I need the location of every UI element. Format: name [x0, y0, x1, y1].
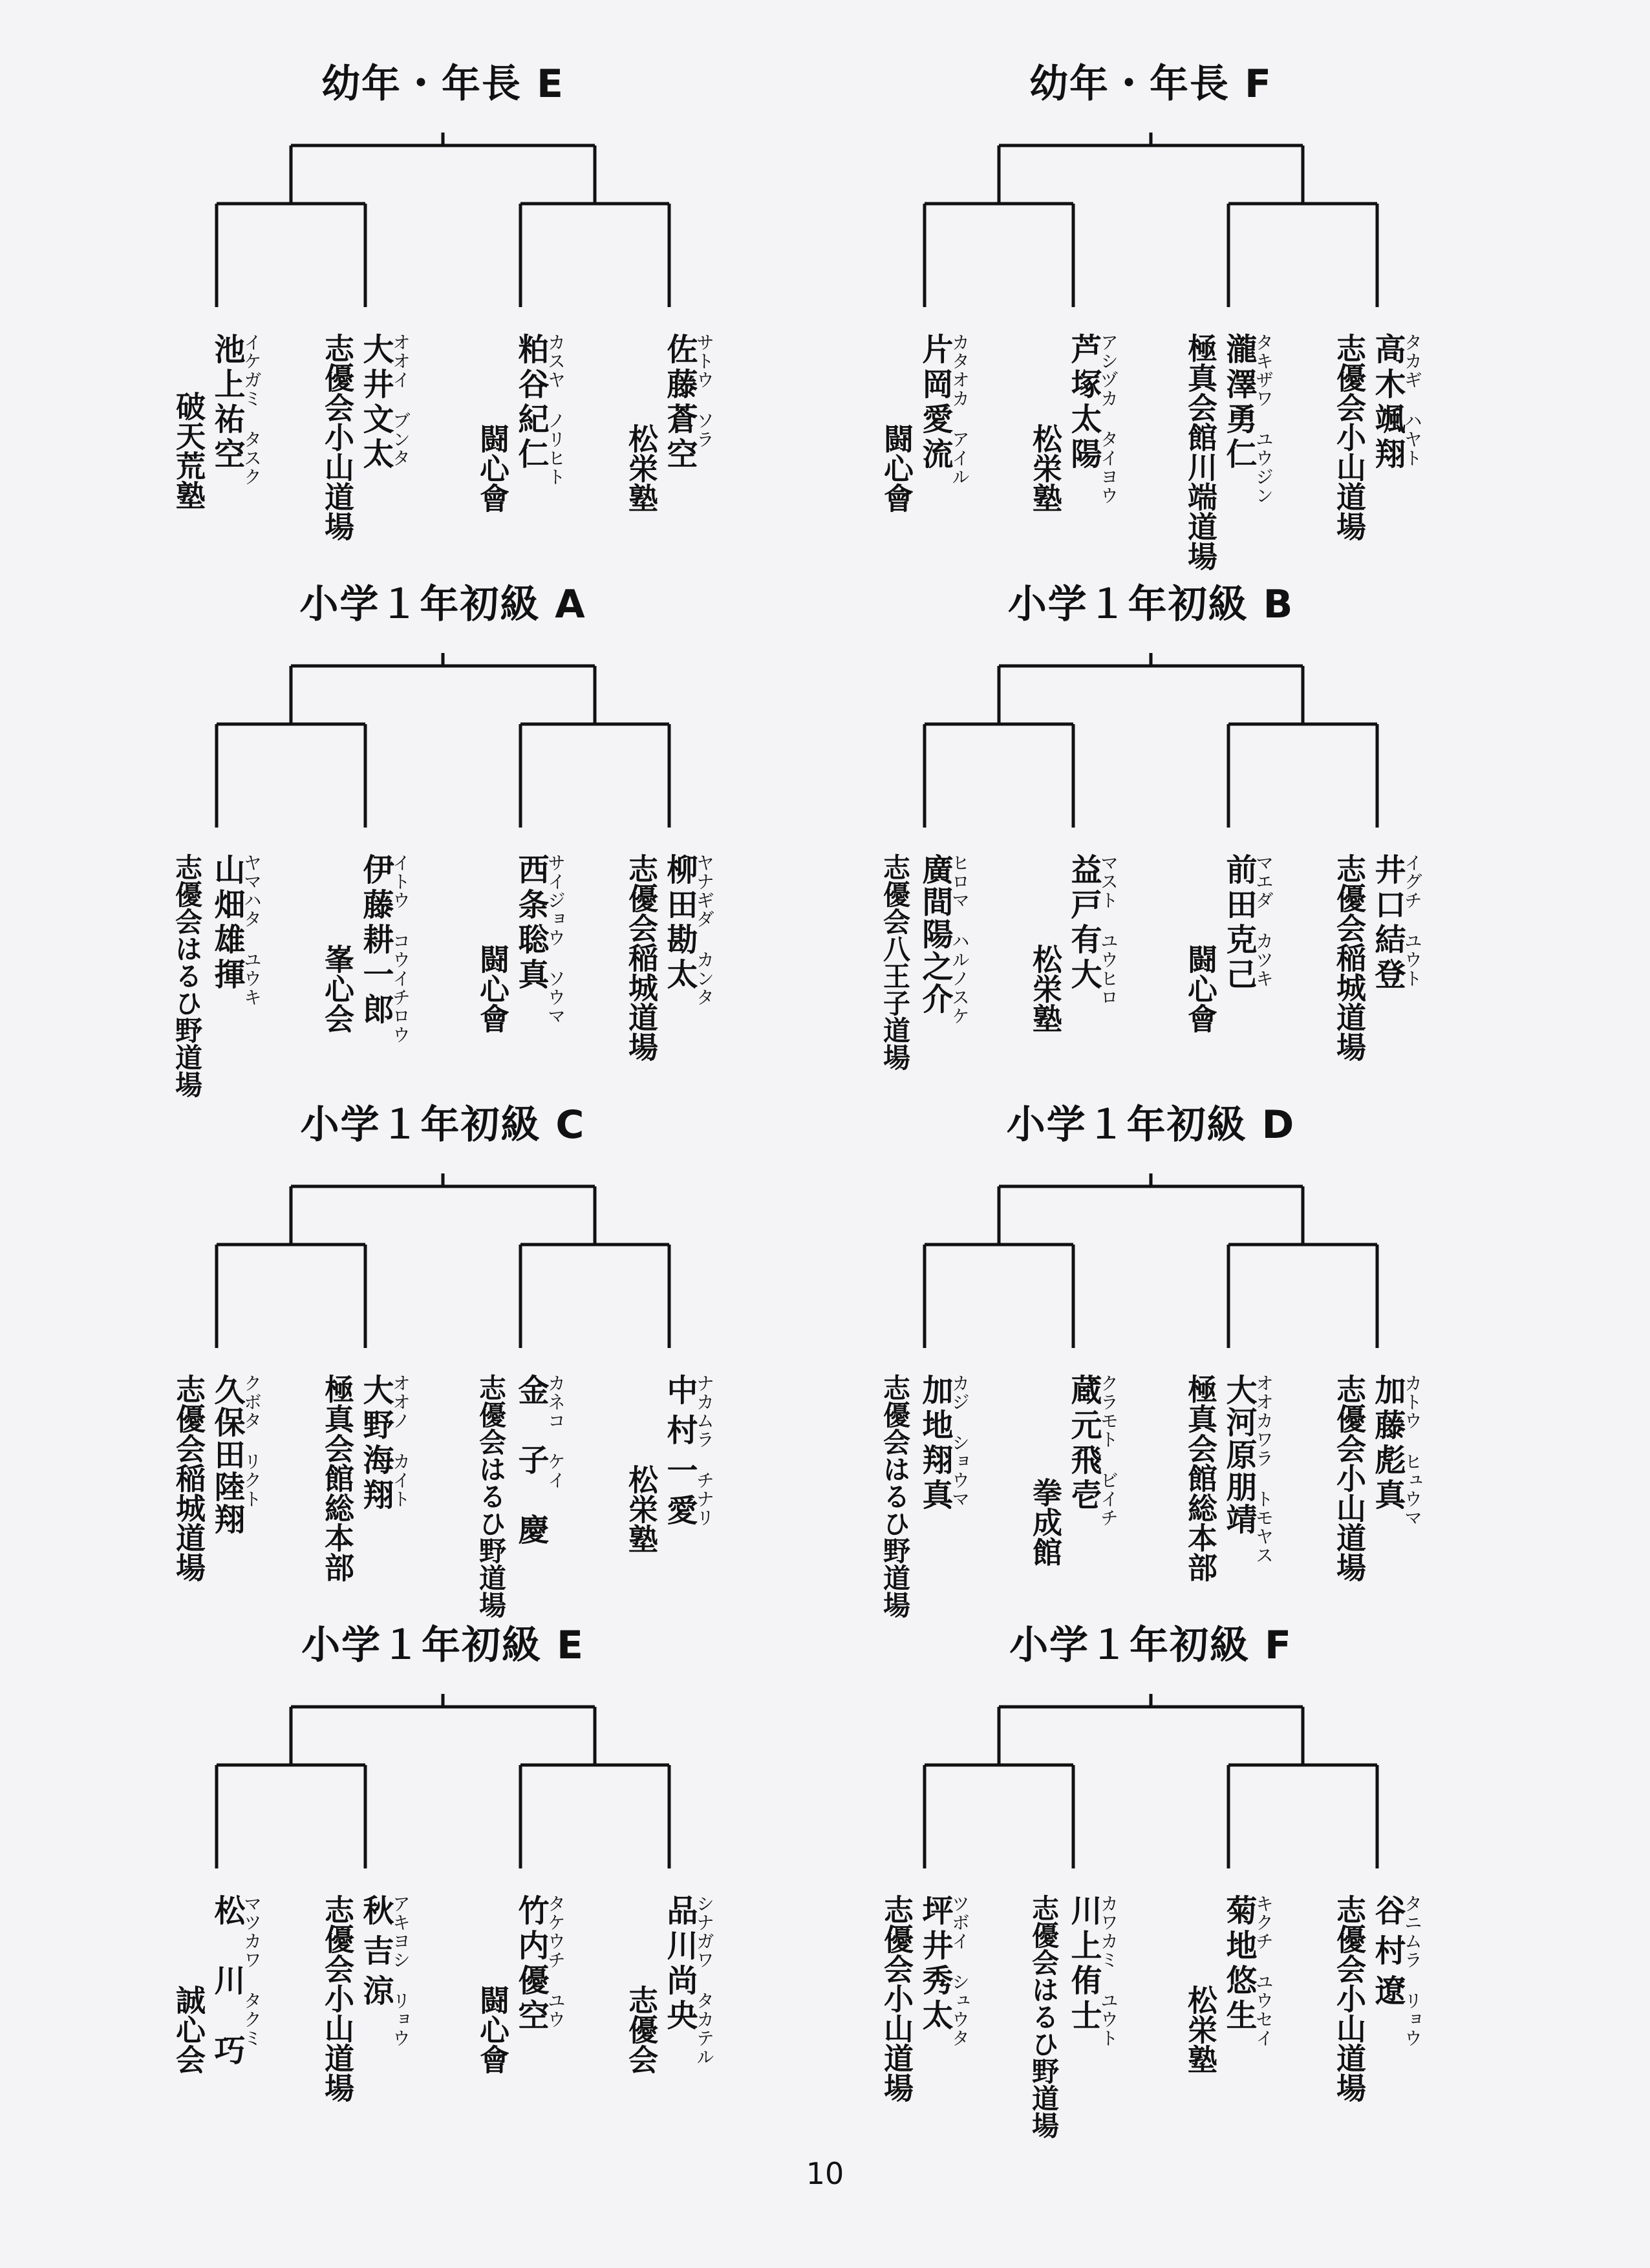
bracket-title: 小学１年初級 F	[1009, 1623, 1292, 1668]
page-number: 10	[806, 2156, 844, 2191]
competitor-kana: アキヨシ リョウ	[390, 1894, 411, 2048]
competitor-dojo: 闘心會	[879, 423, 914, 513]
competitor-dojo: 志優会小山道場	[1332, 333, 1367, 541]
competitor-dojo: 闘心會	[1183, 944, 1218, 1033]
competitor-kana: オオイ ブンタ	[390, 333, 411, 467]
competitor-kana: クラモト ビイチ	[1098, 1374, 1119, 1527]
competitor-name: 井口結登	[1369, 853, 1406, 993]
competitor	[611, 1894, 760, 2108]
competitor-name: 竹内優空	[513, 1894, 549, 2034]
competitor-dojo: 志優会小山道場	[320, 333, 355, 541]
competitor-dojo: 松栄塾	[1028, 423, 1063, 513]
competitor-dojo: 志優会小山道場	[320, 1894, 355, 2102]
competitor	[866, 1894, 1015, 2108]
competitor	[866, 1374, 1015, 1618]
competitor-dojo: 松栄塾	[624, 423, 659, 513]
competitor-kana: サトウ ソラ	[694, 333, 715, 449]
competitor-kana: タケウチ ユウ	[545, 1894, 566, 2029]
competitor	[1170, 853, 1319, 1067]
bracket-shogaku1-f	[828, 1620, 1474, 2139]
competitor	[158, 333, 307, 546]
competitor-kana: クボタ リクト	[241, 1374, 262, 1508]
competitor-name: 高木颯翔	[1369, 333, 1406, 473]
competitor-name: 大野海翔	[358, 1374, 394, 1514]
competitor-dojo: 峯心会	[320, 944, 355, 1033]
competitor-name: 佐藤蒼空	[661, 333, 698, 473]
competitor-kana: マツカワ タクミ	[241, 1894, 262, 2048]
competitor	[307, 333, 456, 546]
competitor-name: 加地翔真	[917, 1374, 953, 1514]
competitor-dojo: 極真会館総本部	[320, 1374, 355, 1582]
competitor-name: 瀧澤勇仁	[1221, 333, 1257, 473]
competitor	[307, 1374, 456, 1587]
competitor-dojo: 松栄塾	[624, 1464, 659, 1554]
competitor-kana: カタオカ アイル	[949, 333, 970, 486]
bracket-title: 小学１年初級 B	[1007, 582, 1294, 627]
bracket-shogaku1-d	[828, 1099, 1474, 1618]
competitor	[158, 1374, 307, 1587]
competitor-dojo: 志優会小山道場	[1332, 1894, 1367, 2102]
competitor-name: 伊藤耕一郎	[358, 853, 394, 1028]
competitor-kana: シナガワ タカテル	[694, 1894, 715, 2066]
competitor-dojo: 志優会はるひ野道場	[171, 853, 203, 1098]
competitor-name: 久保田陸翔	[209, 1374, 245, 1535]
bracket-title: 小学１年初級 A	[299, 582, 586, 627]
competitor-dojo: 志優会稲城道場	[1332, 853, 1367, 1062]
competitor-kana: タニムラ リョウ	[1402, 1894, 1423, 2048]
competitor-dojo: 拳成館	[1028, 1477, 1063, 1567]
competitor-name: 金子慶	[513, 1374, 549, 1583]
competitor-kana: マスト ユウヒロ	[1098, 853, 1119, 1007]
competitor-name: 柳田勘太	[661, 853, 698, 993]
competitor-dojo: 志優会	[624, 1985, 659, 2074]
competitor	[462, 1894, 611, 2108]
bracket-title: 幼年・年長 F	[1029, 61, 1272, 107]
competitor	[462, 853, 611, 1067]
competitor-name: 品川尚央	[661, 1894, 698, 2034]
bracket-shogaku1-c	[120, 1099, 766, 1618]
competitor-dojo: 極真会館川端道場	[1183, 333, 1218, 571]
competitor-name: 片岡愛流	[917, 333, 953, 473]
competitor-name: 前田克己	[1221, 853, 1257, 993]
competitor	[611, 1374, 760, 1587]
competitor-name: 山畑雄揮	[209, 853, 245, 993]
competitor-kana: オオノ カイト	[390, 1374, 411, 1508]
competitor-name: 坪井秀太	[917, 1894, 953, 2034]
competitor	[462, 333, 611, 546]
bracket-title: 小学１年初級 C	[300, 1102, 586, 1148]
competitor-dojo: 松栄塾	[1028, 944, 1063, 1033]
competitor	[1319, 1894, 1468, 2108]
competitor-kana: ヒロマ ハルノスケ	[949, 853, 970, 1025]
competitor	[1170, 333, 1319, 571]
competitor	[1015, 333, 1164, 546]
competitor-dojo: 志優会はるひ野道場	[475, 1374, 507, 1618]
competitor	[1319, 853, 1468, 1067]
competitor-dojo: 闘心會	[475, 1985, 510, 2074]
competitor	[307, 853, 456, 1067]
competitor-dojo: 志優会小山道場	[1332, 1374, 1367, 1582]
bracket-title: 幼年・年長 E	[321, 61, 564, 107]
competitor-name: 粕谷紀仁	[513, 333, 549, 473]
bracket-shogaku1-e	[120, 1620, 766, 2111]
competitor-kana: イケガミ タスク	[241, 333, 262, 486]
competitor	[1319, 1374, 1468, 1587]
competitor-dojo: 闘心會	[475, 944, 510, 1033]
competitor-name: 蔵元飛壱	[1066, 1374, 1102, 1514]
competitor	[1170, 1894, 1319, 2108]
competitor-name: 芦塚太陽	[1066, 333, 1102, 473]
competitor-dojo: 破天荒塾	[171, 391, 206, 510]
competitor-kana: カジ ショウマ	[949, 1374, 970, 1508]
bracket-shogaku1-a	[120, 579, 766, 1098]
competitor-kana: タカギ ハヤト	[1402, 333, 1423, 467]
bracket-title: 小学１年初級 E	[301, 1623, 584, 1668]
competitor-name: 加藤彪真	[1369, 1374, 1406, 1514]
competitor-kana: ヤマハタ ユウキ	[241, 853, 262, 1007]
competitor-kana: ナカムラ チナリ	[694, 1374, 715, 1527]
competitor	[307, 1894, 456, 2108]
competitor	[158, 853, 307, 1098]
competitor-dojo: 闘心會	[475, 423, 510, 513]
competitor	[1170, 1374, 1319, 1587]
competitor-kana: カネコ ケイ	[545, 1374, 566, 1490]
competitor-name: 松川巧	[209, 1894, 245, 2104]
bracket-yonen-f	[828, 58, 1474, 571]
competitor-name: 菊地悠生	[1221, 1894, 1257, 2034]
competitor	[158, 1894, 307, 2108]
competitor-kana: ツボイ シュウタ	[949, 1894, 970, 2048]
competitor-kana: サイジョウ ソウマ	[545, 853, 566, 1025]
competitor-name: 中村一愛	[661, 1374, 698, 1534]
bracket-title: 小学１年初級 D	[1006, 1102, 1296, 1148]
competitor-name: 池上祐空	[209, 333, 245, 473]
competitor	[462, 1374, 611, 1618]
competitor	[611, 333, 760, 546]
competitor-kana: ヤナギダ カンタ	[694, 853, 715, 1007]
competitor-kana: イトウ コウイチロウ	[390, 853, 411, 1044]
competitor-kana: マエダ カツキ	[1253, 853, 1274, 988]
competitor	[1015, 1894, 1164, 2139]
competitor-dojo: 誠心会	[171, 1985, 206, 2074]
competitor-name: 大河原朋靖	[1221, 1374, 1257, 1535]
competitor-name: 谷村遼	[1369, 1894, 1406, 2015]
competitor-name: 廣間陽之介	[917, 853, 953, 1015]
bracket-shogaku1-b	[828, 579, 1474, 1070]
competitor-dojo: 志優会はるひ野道場	[879, 1374, 911, 1618]
competitor-kana: オオカワラ トモヤス	[1253, 1374, 1274, 1565]
competitor	[866, 333, 1015, 546]
competitor-kana: カスヤ ノリヒト	[545, 333, 566, 486]
competitor-dojo: 志優会稲城道場	[171, 1374, 206, 1582]
competitor-dojo: 志優会八王子道場	[879, 853, 911, 1071]
competitor-dojo: 極真会館総本部	[1183, 1374, 1218, 1582]
competitor-dojo: 志優会はるひ野道場	[1028, 1894, 1060, 2139]
competitor-kana: カトウ ヒュウマ	[1402, 1374, 1423, 1527]
bracket-yonen-e	[120, 58, 766, 550]
competitor-name: 西条聡真	[513, 853, 549, 993]
competitor	[866, 853, 1015, 1071]
competitor-kana: アシヅカ タイヨウ	[1098, 333, 1119, 505]
competitor	[1015, 853, 1164, 1067]
competitor-name: 大井文太	[358, 333, 394, 473]
competitor	[1319, 333, 1468, 546]
competitor-name: 秋吉涼	[358, 1894, 394, 2015]
competitor-dojo: 松栄塾	[1183, 1985, 1218, 2074]
competitor-dojo: 志優会小山道場	[879, 1894, 914, 2102]
competitor-name: 益戸有大	[1066, 853, 1102, 993]
competitor-kana: イグチ ユウト	[1402, 853, 1423, 988]
competitor	[611, 853, 760, 1067]
competitor-name: 川上侑士	[1066, 1894, 1102, 2034]
competitor-kana: キクチ ユウセイ	[1253, 1894, 1274, 2048]
competitor	[1015, 1374, 1164, 1587]
competitor-kana: タキザワ ユウジン	[1253, 333, 1274, 505]
competitor-kana: カワカミ ユウト	[1098, 1894, 1119, 2048]
competitor-dojo: 志優会稲城道場	[624, 853, 659, 1062]
